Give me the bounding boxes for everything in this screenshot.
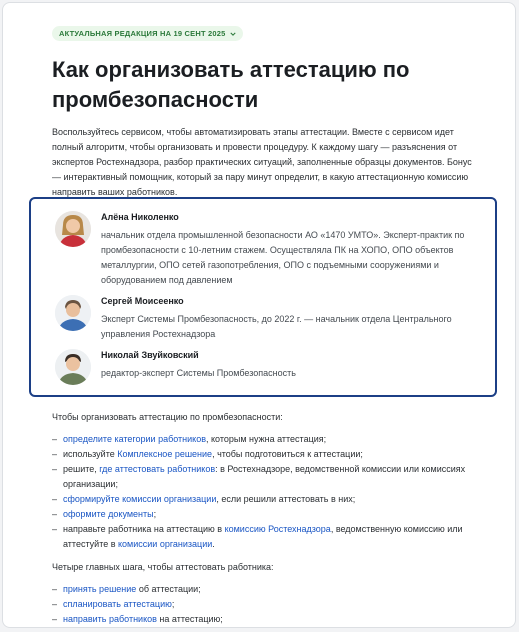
expert-name: Алёна Николенко — [101, 212, 179, 222]
where-to-certify-link[interactable]: где аттестовать работников — [99, 464, 216, 474]
list-item: – принять решение об аттестации; — [52, 582, 482, 597]
section-lead: Чтобы организовать аттестацию по промбезопасности: — [52, 412, 283, 422]
list-item: – определите категории работников, которым нужна аттестация; — [52, 432, 482, 447]
list-item: – оформите документы; — [52, 507, 482, 522]
list-item: – сформируйте комиссии организации, если решили аттестовать в них; — [52, 492, 482, 507]
expert-avatar — [55, 211, 91, 247]
article-frame — [2, 2, 516, 628]
expert-description: начальник отдела промышленной безопасности АО «1470 УМТО». Эксперт-практик по промбезопасности с 10-летним стажем. Осуществляла ПК на ХОПО, ОПО объектов металлургии, ОПО сетей газопотребления, ОПО с подъемными сооружениями и оборудованием под давлением — [101, 230, 465, 285]
edition-badge-label: АКТУАЛЬНАЯ РЕДАКЦИЯ НА 19 СЕНТ 2025 — [59, 29, 226, 38]
experts-panel — [29, 197, 497, 397]
complex-solution-link[interactable]: Комплексное решение — [117, 449, 213, 459]
categories-link[interactable]: определите категории работников — [63, 434, 206, 444]
expert-description: редактор-эксперт Системы Промбезопасность — [101, 368, 296, 378]
plan-link[interactable]: спланировать аттестацию — [63, 599, 172, 609]
send-workers-link[interactable]: направить работников — [63, 614, 157, 624]
article-body — [52, 410, 482, 628]
expert-avatar — [55, 295, 91, 331]
intro-paragraph: Воспользуйтесь сервисом, чтобы автоматизировать этапы аттестации. Вместе с сервисом идет полный алгоритм, чтобы организовать и провести процедуру. К каждому шагу — разъяснения от экспертов Ростехнадзора, разбор практических ситуаций, заполненные образцы документов. Бонус — интерактивный помощник, который за пару минут определит, в какую аттестационную комиссию направить ваших работников. — [52, 127, 472, 197]
expert-name: Николай Звуйковский — [101, 350, 199, 360]
steps-list — [52, 432, 482, 552]
list-item: – используйте Комплексное решение, чтобы подготовиться к аттестации; — [52, 447, 482, 462]
list-item: – направьте работника на аттестацию в комиссию Ростехнадзора, ведомственную комиссию или аттестуйте в комиссии организации. — [52, 522, 482, 552]
article-header — [52, 23, 482, 200]
expert-description: Эксперт Системы Промбезопасность, до 2022 г. — начальник отдела Центрального управления Ростехнадзора — [101, 314, 452, 339]
org-commission-link[interactable]: комиссии организации — [118, 539, 213, 549]
rostekhnadzor-commission-link[interactable]: комиссию Ростехнадзора — [224, 524, 331, 534]
list-item: – решите, где аттестовать работников: в Ростехнадзоре, ведомственной комиссии или комиссиях организации; — [52, 462, 482, 492]
main-steps-list — [52, 582, 482, 627]
list-item: – спланировать аттестацию; — [52, 597, 482, 612]
form-commission-link[interactable]: сформируйте комиссии организации — [63, 494, 217, 504]
edition-badge[interactable] — [52, 26, 243, 41]
list-item: – направить работников на аттестацию; — [52, 612, 482, 627]
expert-avatar — [55, 349, 91, 385]
decision-link[interactable]: принять решение — [63, 584, 137, 594]
section-lead: Четыре главных шага, чтобы аттестовать работника: — [52, 562, 274, 572]
documents-link[interactable]: оформите документы — [63, 509, 154, 519]
chevron-down-icon — [230, 31, 236, 37]
page-title: Как организовать аттестацию по промбезопасности — [52, 57, 410, 112]
expert-name: Сергей Моисеенко — [101, 296, 184, 306]
